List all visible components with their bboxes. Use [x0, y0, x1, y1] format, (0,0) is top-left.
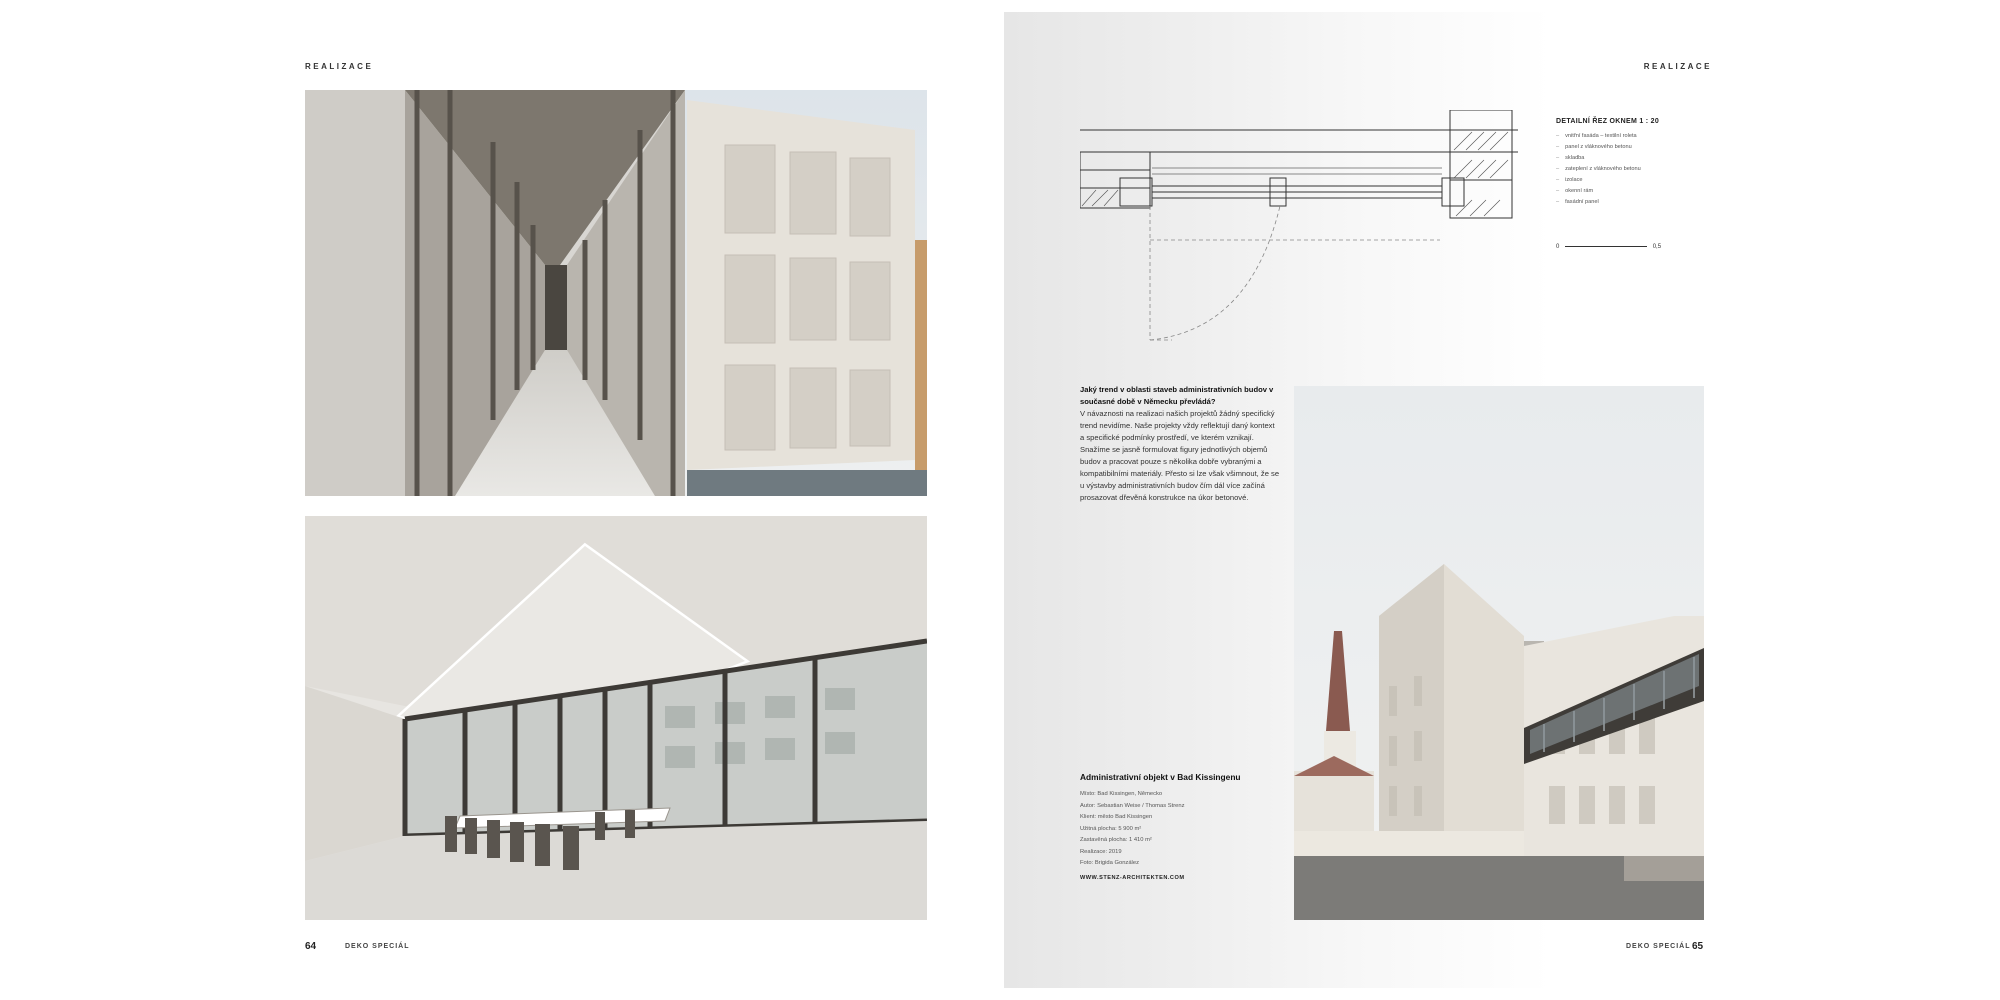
interview-block — [1080, 384, 1280, 504]
project-website: WWW.STENZ-ARCHITEKTEN.COM — [1080, 874, 1185, 881]
legend-item: – vnitřní fasáda – textilní roleta — [1556, 131, 1716, 142]
project-fact: Autor: Sebastian Weise / Thomas Strenz — [1080, 802, 1185, 809]
scale-line — [1565, 246, 1647, 247]
running-head-left: REALIZACE — [305, 62, 374, 71]
scale-start: 0 — [1556, 244, 1560, 250]
legend-list — [1556, 131, 1716, 208]
legend-item: – izolace — [1556, 175, 1716, 186]
magazine-name-right: DEKO SPECIÁL — [1626, 943, 1691, 950]
legend-item: – okenní rám — [1556, 186, 1716, 197]
legend-item: – panel z vláknového betonu — [1556, 142, 1716, 153]
page-number-left: 64 — [305, 941, 317, 952]
project-fact: Foto: Brigida González — [1080, 860, 1139, 866]
project-fact: Užitná plocha: 5 900 m² — [1080, 825, 1142, 832]
project-title: Administrativní objekt v Bad Kissingenu — [1080, 772, 1241, 782]
magazine-name-left: DEKO SPECIÁL — [345, 943, 410, 950]
scale-end: 0,5 — [1652, 244, 1662, 250]
photo-corridor — [305, 90, 927, 496]
project-fact: Místo: Bad Kissingen, Německo — [1080, 791, 1163, 797]
legend-item: – zateplení z vláknového betonu — [1556, 164, 1716, 175]
page-number-right: 65 — [1692, 941, 1704, 952]
right-page — [1004, 12, 2000, 988]
project-info — [1080, 772, 1290, 881]
drawing-legend — [1556, 118, 1716, 208]
corridor-illustration — [305, 90, 927, 496]
legend-item: – skladba — [1556, 153, 1716, 164]
scale-bar — [1556, 244, 1666, 250]
project-fact: Zastavěná plocha: 1 410 m² — [1080, 837, 1152, 843]
exterior-illustration — [1294, 386, 1704, 920]
section-drawing-svg — [1080, 110, 1518, 342]
legend-title: DETAILNÍ ŘEZ OKNEM 1 : 20 — [1556, 118, 1660, 125]
legend-item: – fasádní panel — [1556, 197, 1716, 208]
photo-exterior — [1294, 386, 1704, 920]
project-fact: Klient: město Bad Kissingen — [1080, 814, 1153, 820]
photo-meeting-room — [305, 516, 927, 920]
interview-question: Jaký trend v oblasti staveb administrativních budov v současné době v Německu převládá? — [1080, 385, 1274, 406]
running-head-right: REALIZACE — [1643, 62, 1712, 71]
window-section-drawing — [1080, 110, 1518, 342]
interview-answer: V návaznosti na realizaci našich projektů žádný specifický trend nevidíme. Naše projekty vždy reflektují daný kontext a specifické podmínky prostředí, ve kterém vznikají. Snažíme se jasně formulovat figury jednotlivých objemů budov a pracovat pouze s několika dobře vybranými a kompatibilními materiály. Přesto si lze však všimnout, že se u výstavby administrativních budov čím dál více začíná prosazovat dřevěná konstrukce na úkor betonové. — [1080, 409, 1280, 502]
project-fact: Realizace: 2019 — [1080, 848, 1122, 855]
meeting-room-illustration — [305, 516, 927, 920]
